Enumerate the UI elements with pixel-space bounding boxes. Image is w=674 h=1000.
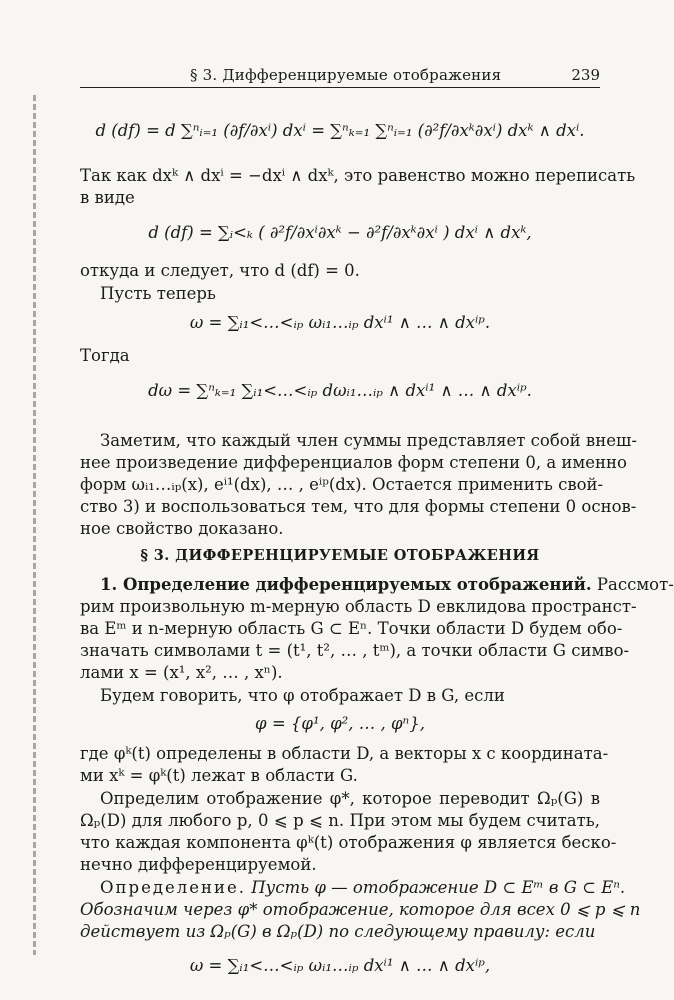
formula-phi-components: φ = {φ¹, φ², … , φⁿ},	[255, 714, 425, 733]
page-edge-shadow	[33, 95, 36, 955]
section-heading: § 3. ДИФФЕРЕНЦИРУЕМЫЕ ОТОБРАЖЕНИЯ	[140, 547, 540, 564]
formula-d-omega: dω = ∑ⁿₖ₌₁ ∑ᵢ₁<…<ᵢₚ dωᵢ₁…ᵢₚ ∧ dxⁱ¹ ∧ … ∧ dxⁱᵖ.	[148, 381, 532, 400]
paragraph-line: откуда и следует, что d (df) = 0.	[80, 261, 360, 280]
running-header	[80, 66, 600, 86]
paragraph-line	[100, 574, 674, 596]
paragraph-line	[100, 877, 626, 899]
paragraph-line: форм ωᵢ₁…ᵢₚ(x), eⁱ¹(dx), … , eⁱᵖ(dx). Остается применить свой-	[80, 475, 604, 494]
paragraph-line: Обозначим через φ* отображение, которое для всех 0 ⩽ p ⩽ n	[80, 900, 641, 919]
paragraph-line: Пусть теперь	[100, 284, 216, 303]
formula-omega-definition-repeat: ω = ∑ᵢ₁<…<ᵢₚ ωᵢ₁…ᵢₚ dxⁱ¹ ∧ … ∧ dxⁱᵖ,	[189, 956, 491, 975]
definition-text: Пусть φ — отображение D ⊂ Eᵐ в G ⊂ Eⁿ.	[246, 878, 626, 897]
formula-ddf-antisymmetric: d (df) = ∑ᵢ<ₖ ( ∂²f/∂xⁱ∂xᵏ − ∂²f/∂xᵏ∂xⁱ ) dxⁱ ∧ dxᵏ,	[148, 223, 532, 242]
paragraph-line: в виде	[80, 188, 135, 207]
paragraph-line: ва Eᵐ и n-мерную область G ⊂ Eⁿ. Точки области D будем обо-	[80, 619, 623, 638]
paragraph-text: Рассмот-	[591, 575, 674, 594]
paragraph-line: ство 3) и воспользоваться тем, что для формы степени 0 основ-	[80, 497, 637, 516]
paragraph-line: Ωₚ(D) для любого p, 0 ⩽ p ⩽ n. При этом мы будем считать,	[80, 811, 600, 830]
paragraph-line: Заметим, что каждый член суммы представляет собой внеш-	[100, 431, 637, 450]
paragraph-line: нечно дифференцируемой.	[80, 855, 317, 874]
paragraph-line: Определим отображение φ*, которое переводит Ωₚ(G) в	[100, 789, 600, 808]
paragraph-line: ное свойство доказано.	[80, 519, 284, 538]
header-rule	[80, 87, 600, 88]
paragraph-line: ми xᵏ = φᵏ(t) лежат в области G.	[80, 766, 358, 785]
paragraph-line: рим произвольную m-мерную область D евклидова пространст-	[80, 597, 637, 616]
formula-omega-definition: ω = ∑ᵢ₁<…<ᵢₚ ωᵢ₁…ᵢₚ dxⁱ¹ ∧ … ∧ dxⁱᵖ.	[189, 313, 491, 332]
running-header-title: § 3. Дифференцируемые отображения	[190, 66, 502, 84]
paragraph-line: лами x = (x¹, x², … , xⁿ).	[80, 663, 283, 682]
page-number: 239	[571, 66, 600, 84]
paragraph-line: действует из Ωₚ(G) в Ωₚ(D) по следующему правилу: если	[80, 922, 596, 941]
paragraph-line: нее произведение дифференциалов форм степени 0, а именно	[80, 453, 627, 472]
subsection-heading: 1. Определение дифференцируемых отображений.	[100, 575, 592, 594]
paragraph-line: Так как dxᵏ ∧ dxⁱ = −dxⁱ ∧ dxᵏ, это равенство можно переписать	[80, 166, 636, 185]
paragraph-line: где φᵏ(t) определены в области D, а векторы x с координата-	[80, 744, 609, 763]
definition-label: Определение.	[100, 878, 247, 897]
paragraph-line: Будем говорить, что φ отображает D в G, если	[100, 686, 505, 705]
paragraph-line: что каждая компонента φᵏ(t) отображения φ является беско-	[80, 833, 617, 852]
formula-ddf-expansion: d (df) = d ∑ⁿᵢ₌₁ (∂f/∂xⁱ) dxⁱ = ∑ⁿₖ₌₁ ∑ⁿᵢ₌₁ (∂²f/∂xᵏ∂xⁱ) dxᵏ ∧ dxⁱ.	[95, 121, 585, 140]
paragraph-line: значать символами t = (t¹, t², … , tᵐ), а точки области G симво-	[80, 641, 630, 660]
paragraph-line: Тогда	[80, 346, 130, 365]
